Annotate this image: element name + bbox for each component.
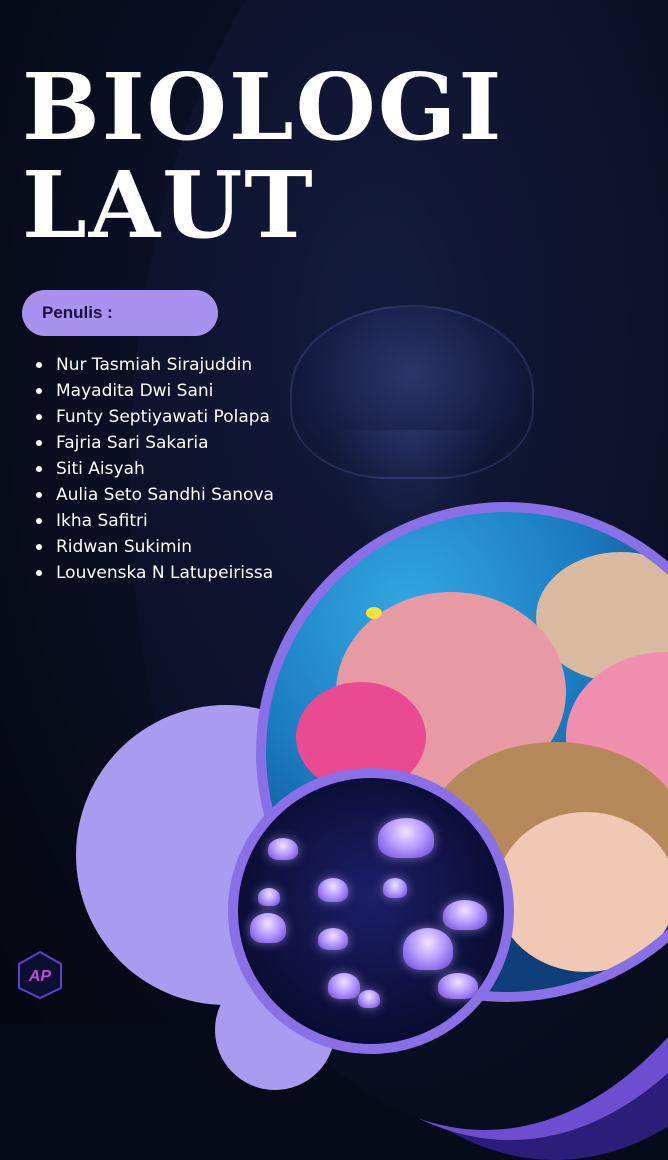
- author-item: Nur Tasmiah Sirajuddin: [30, 352, 274, 378]
- author-item: Mayadita Dwi Sani: [30, 378, 274, 404]
- jellyfish: [378, 818, 434, 858]
- jellyfish: [328, 973, 360, 999]
- author-item: Siti Aisyah: [30, 456, 274, 482]
- author-item: Funty Septiyawati Polapa: [30, 404, 274, 430]
- publisher-logo-icon: [16, 950, 64, 1000]
- jellyfish: [443, 900, 487, 930]
- title-line-1: BIOLOGI: [22, 53, 504, 161]
- jellyfish: [258, 888, 280, 906]
- jellyfish: [318, 928, 348, 950]
- authors-label: Penulis :: [42, 303, 113, 322]
- authors-list: [30, 352, 274, 586]
- authors-label-pill: [22, 290, 218, 336]
- jellyfish-photo: [238, 778, 504, 1044]
- author-item: Ikha Safitri: [30, 508, 274, 534]
- jellyfish: [438, 973, 478, 999]
- title-line-2: LAUT: [22, 151, 315, 259]
- author-item: Louvenska N Latupeirissa: [30, 560, 274, 586]
- jellyfish: [403, 928, 453, 970]
- author-item: Ridwan Sukimin: [30, 534, 274, 560]
- author-item: Aulia Seto Sandhi Sanova: [30, 482, 274, 508]
- book-title: [22, 53, 504, 259]
- yellow-fish: [366, 607, 382, 619]
- jellyfish: [383, 878, 407, 898]
- jellyfish: [318, 878, 348, 902]
- jellyfish: [268, 838, 298, 860]
- svg-text:AP: AP: [28, 968, 52, 985]
- coral-cluster: [496, 812, 668, 972]
- author-item: Fajria Sari Sakaria: [30, 430, 274, 456]
- jellyfish: [250, 913, 286, 943]
- jellyfish: [358, 990, 380, 1008]
